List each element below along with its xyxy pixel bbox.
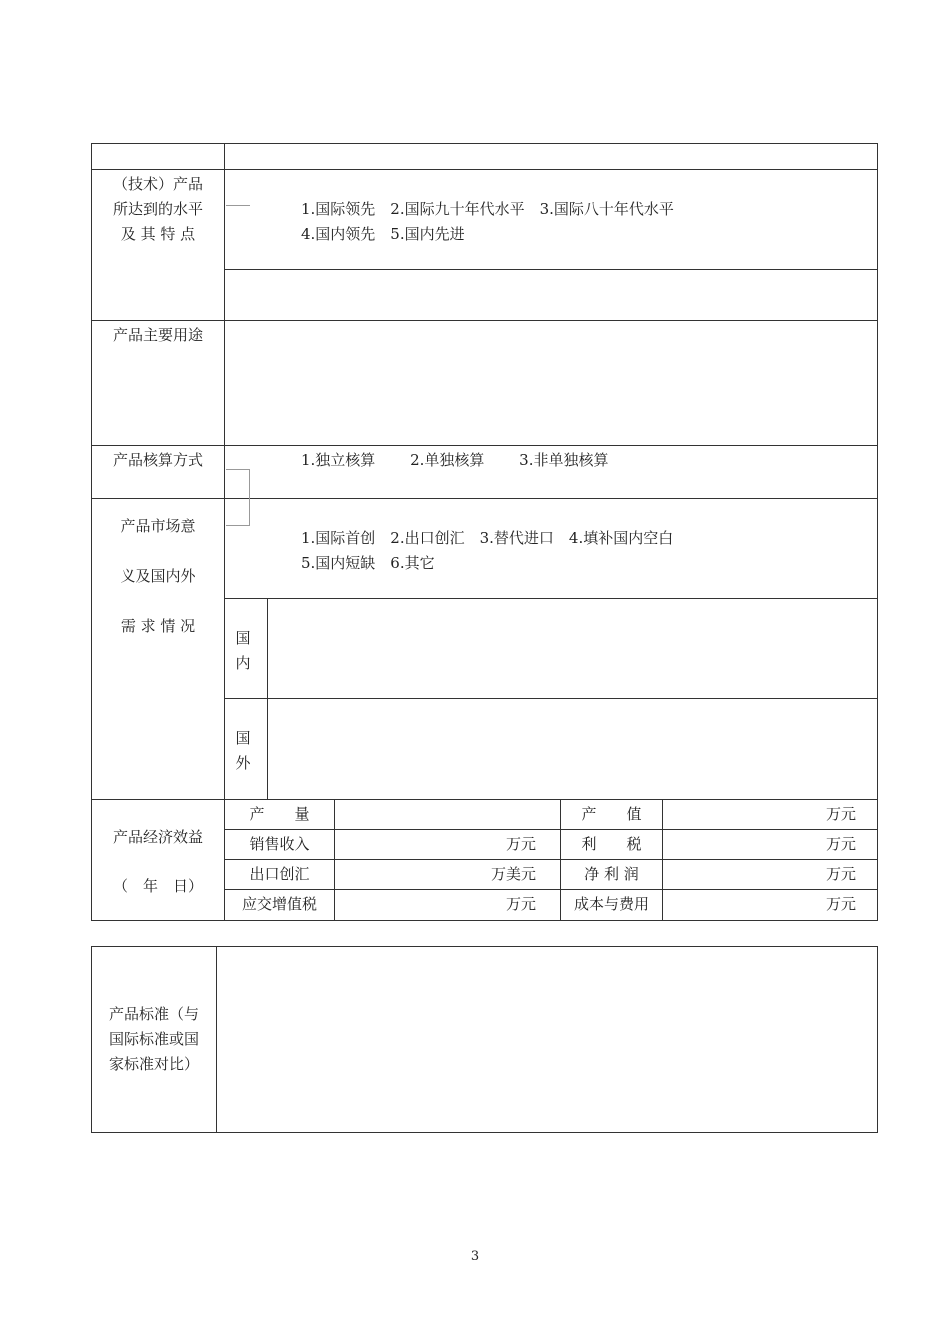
- econ-row-1-right-label: 产 值: [581, 805, 642, 823]
- foreign-label: [226, 726, 260, 776]
- decorative-mark: [226, 525, 250, 526]
- decorative-mark: [226, 469, 250, 470]
- econ-row-4-left-unit[interactable]: 万元: [505, 895, 536, 913]
- econ-rule-1: [224, 829, 878, 830]
- standard-label: [92, 1002, 216, 1077]
- econ-date-label: （ 年 日）: [112, 877, 203, 895]
- econ-row-rule: [91, 799, 878, 800]
- domestic-label: [226, 626, 260, 676]
- domestic-demand-field[interactable]: [268, 599, 877, 698]
- standard-label-line-3: 家标准对比）: [108, 1055, 199, 1073]
- econ-rule-3: [224, 889, 878, 890]
- econ-row-3-left-label: 出口创汇: [249, 865, 310, 883]
- standard-label-line-2: 国际标准或国: [108, 1030, 199, 1048]
- foreign-label-char-1: 国: [235, 729, 251, 747]
- level-label-line-1: （技术）产品: [112, 175, 203, 193]
- level-label-line-2: 所达到的水平: [112, 200, 203, 218]
- econ-label: 产品经济效益: [112, 828, 203, 846]
- market-row-rule: [91, 498, 878, 499]
- econ-row-1-left-label: 产 量: [249, 805, 310, 823]
- econ-row-4-left-label: 应交增值税: [241, 895, 317, 913]
- market-label-line-3: 需 求 情 况: [120, 617, 196, 635]
- econ-row-2-left-label: 销售收入: [249, 835, 310, 853]
- econ-row-4-right-unit[interactable]: 万元: [825, 895, 856, 913]
- market-label: [92, 501, 224, 651]
- usage-label: 产品主要用途: [112, 326, 203, 344]
- econ-row-3-right-label: 净 利 润: [584, 865, 639, 883]
- econ-row-2-right-label: 利 税: [581, 835, 642, 853]
- page-number: 3: [470, 1249, 480, 1264]
- econ-row-3-left-unit[interactable]: 万美元: [490, 865, 536, 883]
- standard-label-line-1: 产品标准（与: [108, 1005, 199, 1023]
- domestic-label-char-1: 国: [235, 629, 251, 647]
- accounting-options: 1.独立核算 2.单独核算 3.非单独核算: [301, 451, 609, 469]
- foreign-demand-field[interactable]: [268, 699, 877, 799]
- level-options-line-1: 1.国际领先 2.国际九十年代水平 3.国际八十年代水平: [301, 200, 674, 218]
- market-options-line-1: 1.国际首创 2.出口创汇 3.替代进口 4.填补国内空白: [301, 529, 674, 547]
- level-options-line-2: 4.国内领先 5.国内先进: [301, 225, 465, 243]
- econ-row-1-right-unit[interactable]: 万元: [825, 805, 856, 823]
- market-label-line-1: 产品市场意: [120, 517, 196, 535]
- econ-row-4-right-label: 成本与费用: [573, 895, 649, 913]
- econ-row-3-right-unit[interactable]: 万元: [825, 865, 856, 883]
- decorative-mark: [226, 205, 250, 206]
- foreign-label-char-2: 外: [235, 754, 251, 772]
- accounting-label: 产品核算方式: [112, 451, 203, 469]
- level-notes-field[interactable]: [225, 270, 877, 320]
- accounting-row-rule: [91, 445, 878, 446]
- domestic-label-char-2: 内: [235, 654, 251, 672]
- header-row-rule: [91, 169, 878, 170]
- econ-row-2-right-unit[interactable]: 万元: [825, 835, 856, 853]
- decorative-mark: [249, 469, 250, 525]
- market-options-line-2: 5.国内短缺 6.其它: [301, 554, 435, 572]
- level-label: [92, 172, 224, 247]
- usage-field[interactable]: [225, 321, 877, 445]
- econ-row-2-left-unit[interactable]: 万元: [505, 835, 536, 853]
- level-label-line-3: 及 其 特 点: [120, 225, 196, 243]
- standard-field[interactable]: [217, 947, 877, 1132]
- econ-rule-2: [224, 859, 878, 860]
- market-label-line-2: 义及国内外: [120, 567, 196, 585]
